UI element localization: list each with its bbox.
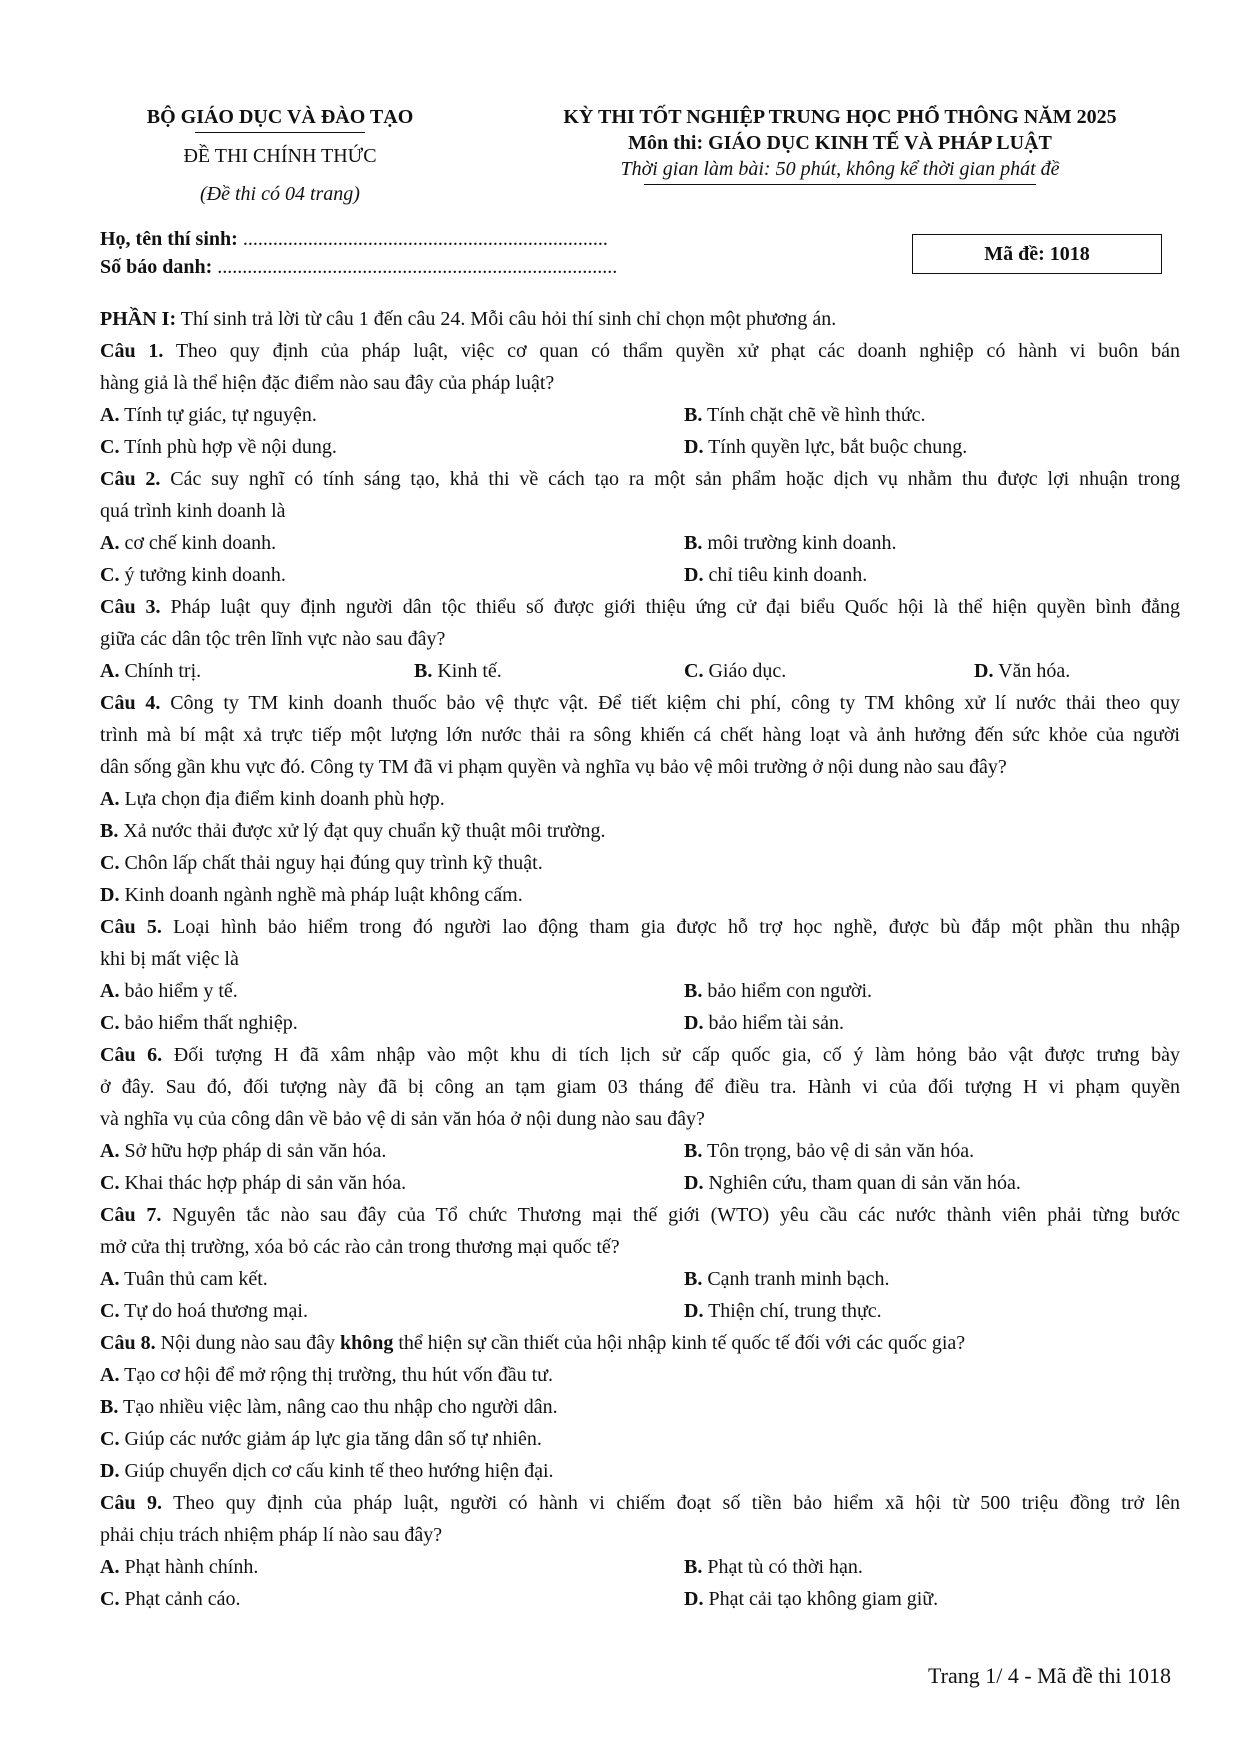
question-9-options-row1 [100, 1551, 1180, 1583]
question-4-text-cont: trình mà bí mật xả trực tiếp một lượng lớn nước thải ra sông khiến cá chết hàng loạt và ảnh hưởng đến sức khỏe của người [100, 724, 1180, 746]
option-b: B. Tính chặt chẽ về hình thức. [684, 404, 926, 426]
option-a: A. Tính tự giác, tự nguyện. [100, 404, 317, 426]
question-2-text-cont: quá trình kinh doanh là [100, 500, 286, 522]
question-2-text: Câu 2. Các suy nghĩ có tính sáng tạo, khả thi về cách tạo ra một sản phẩm hoặc dịch vụ nhằm thu được lợi nhuận trong [100, 468, 1181, 490]
option-d: D. Kinh doanh ngành nghề mà pháp luật không cấm. [100, 884, 523, 906]
option-b: B. Tạo nhiều việc làm, nâng cao thu nhập cho người dân. [100, 1396, 558, 1418]
option-d: D. Thiện chí, trung thực. [684, 1300, 882, 1322]
question-3-text: Câu 3. Pháp luật quy định người dân tộc thiểu số được giới thiệu ứng cử đại biểu Quốc hội là thể hiện quyền bình đẳng [100, 596, 1180, 618]
question-8-text: Câu 8. Nội dung nào sau đây không thể hiện sự cần thiết của hội nhập kinh tế quốc tế đối với các quốc gia? [100, 1332, 966, 1354]
option-a: A. Lựa chọn địa điểm kinh doanh phù hợp. [100, 788, 445, 810]
option-d: D. bảo hiểm tài sản. [684, 1012, 844, 1034]
exam-time: Thời gian làm bài: 50 phút, không kể thời gian phát đề [620, 158, 1060, 180]
question-6-text-cont: ở đây. Sau đó, đối tượng này đã bị công an tạm giam 03 tháng để điều tra. Hành vi của đối tượng H vi phạm quyền [100, 1076, 1180, 1098]
question-9-text: Câu 9. Theo quy định của pháp luật, người có hành vi chiếm đoạt số tiền bảo hiểm xã hội từ 500 triệu đồng trở lên [100, 1492, 1180, 1514]
question-1-text: Câu 1. Theo quy định của pháp luật, việc cơ quan có thẩm quyền xử phạt các doanh nghiệp có hành vi buôn bán [100, 340, 1180, 362]
option-b: B. môi trường kinh doanh. [684, 532, 897, 554]
option-a: A. bảo hiểm y tế. [100, 980, 238, 1002]
candidate-info [100, 225, 617, 281]
option-d: D. Tính quyền lực, bắt buộc chung. [684, 436, 968, 458]
question-6-options-row1 [100, 1135, 1180, 1167]
option-c: C. Giúp các nước giảm áp lực gia tăng dân số tự nhiên. [100, 1428, 542, 1450]
part-instruction: PHẦN I: Thí sinh trả lời từ câu 1 đến câu 24. Mỗi câu hỏi thí sinh chỉ chọn một phương án. [100, 308, 837, 330]
question-6-text: Câu 6. Đối tượng H đã xâm nhập vào một khu di tích lịch sử cấp quốc gia, cố ý làm hỏng bảo vật được trưng bày [100, 1044, 1180, 1066]
candidate-id-field: ................................................................................ [217, 256, 618, 278]
header-right [490, 104, 1190, 185]
question-3-text-cont: giữa các dân tộc trên lĩnh vực nào sau đây? [100, 628, 446, 650]
question-1-options-row2 [100, 431, 1180, 463]
question-9-options-row2 [100, 1583, 1180, 1615]
option-a: A. Chính trị. [100, 660, 202, 682]
question-7-text-cont: mở cửa thị trường, xóa bỏ các rào cản trong thương mại quốc tế? [100, 1236, 620, 1258]
ministry-underline [195, 132, 365, 133]
option-a: A. cơ chế kinh doanh. [100, 532, 277, 554]
candidate-name-field: ......................................................................... [242, 228, 608, 250]
option-d: D. chỉ tiêu kinh doanh. [684, 564, 868, 586]
exam-code-box [912, 234, 1162, 274]
question-4-text-cont2: dân sống gần khu vực đó. Công ty TM đã vi phạm quyền và nghĩa vụ bảo vệ môi trường ở nội dung nào sau đây? [100, 756, 1007, 778]
option-c: C. Chôn lấp chất thải nguy hại đúng quy trình kỹ thuật. [100, 852, 543, 874]
option-a: A. Tạo cơ hội để mở rộng thị trường, thu hút vốn đầu tư. [100, 1364, 553, 1386]
option-b: B. Cạnh tranh minh bạch. [684, 1268, 890, 1290]
option-c: C. Tự do hoá thương mại. [100, 1300, 308, 1322]
option-c: C. ý tưởng kinh doanh. [100, 564, 286, 586]
question-7-options-row2 [100, 1295, 1180, 1327]
question-5-text: Câu 5. Loại hình bảo hiểm trong đó người lao động tham gia được hỗ trợ học nghề, được bù đắp một phần thu nhập [100, 916, 1180, 938]
question-4-text: Câu 4. Công ty TM kinh doanh thuốc bảo vệ thực vật. Để tiết kiệm chi phí, công ty TM không xử lí nước thải theo quy [100, 692, 1180, 714]
option-a: A. Phạt hành chính. [100, 1556, 259, 1578]
option-d: D. Văn hóa. [974, 660, 1071, 682]
option-b: B. Xả nước thải được xử lý đạt quy chuẩn kỹ thuật môi trường. [100, 820, 606, 842]
option-b: B. Kinh tế. [414, 660, 502, 682]
candidate-name-label: Họ, tên thí sinh: [100, 228, 238, 250]
question-1-options-row1 [100, 399, 1180, 431]
question-5-text-cont: khi bị mất việc là [100, 948, 239, 970]
question-6-options-row2 [100, 1167, 1180, 1199]
question-7-text: Câu 7. Nguyên tắc nào sau đây của Tổ chức Thương mại thế giới (WTO) yêu cầu các nước thành viên phải từng bước [100, 1204, 1180, 1226]
questions [100, 303, 1180, 1615]
pages-note: (Đề thi có 04 trang) [200, 183, 360, 205]
question-1-text-cont: hàng giả là thể hiện đặc điểm nào sau đây của pháp luật? [100, 372, 555, 394]
option-c: C. Tính phù hợp về nội dung. [100, 436, 337, 458]
option-b: B. Tôn trọng, bảo vệ di sản văn hóa. [684, 1140, 975, 1162]
question-6-text-cont2: và nghĩa vụ của công dân về bảo vệ di sản văn hóa ở nội dung nào sau đây? [100, 1108, 705, 1130]
option-a: A. Sở hữu hợp pháp di sản văn hóa. [100, 1140, 387, 1162]
question-7-options-row1 [100, 1263, 1180, 1295]
exam-subject: Môn thi: GIÁO DỤC KINH TẾ VÀ PHÁP LUẬT [628, 132, 1052, 154]
option-c: C. Giáo dục. [684, 660, 787, 682]
candidate-id-label: Số báo danh: [100, 256, 213, 278]
question-3-options [100, 655, 1180, 687]
exam-code: Mã đề: 1018 [984, 242, 1090, 265]
option-d: D. Nghiên cứu, tham quan di sản văn hóa. [684, 1172, 1021, 1194]
question-2-options-row2 [100, 559, 1180, 591]
option-a: A. Tuân thủ cam kết. [100, 1268, 268, 1290]
option-d: D. Phạt cải tạo không giam giữ. [684, 1588, 939, 1610]
option-c: C. Phạt cảnh cáo. [100, 1588, 241, 1610]
option-b: B. bảo hiểm con người. [684, 980, 873, 1002]
header-left [120, 104, 440, 207]
option-d: D. Giúp chuyển dịch cơ cấu kinh tế theo hướng hiện đại. [100, 1460, 554, 1482]
option-c: C. bảo hiểm thất nghiệp. [100, 1012, 298, 1034]
question-2-options-row1 [100, 527, 1180, 559]
option-b: B. Phạt tù có thời hạn. [684, 1556, 863, 1578]
exam-title: KỲ THI TỐT NGHIỆP TRUNG HỌC PHỔ THÔNG NĂM 2025 [563, 106, 1117, 128]
official-label: ĐỀ THI CHÍNH THỨC [183, 145, 377, 167]
ministry-name: BỘ GIÁO DỤC VÀ ĐÀO TẠO [146, 106, 414, 128]
option-c: C. Khai thác hợp pháp di sản văn hóa. [100, 1172, 407, 1194]
question-5-options-row2 [100, 1007, 1180, 1039]
time-underline [644, 184, 1036, 185]
question-5-options-row1 [100, 975, 1180, 1007]
page-footer: Trang 1/ 4 - Mã đề thi 1018 [927, 1663, 1171, 1688]
question-9-text-cont: phải chịu trách nhiệm pháp lí nào sau đây? [100, 1524, 443, 1546]
